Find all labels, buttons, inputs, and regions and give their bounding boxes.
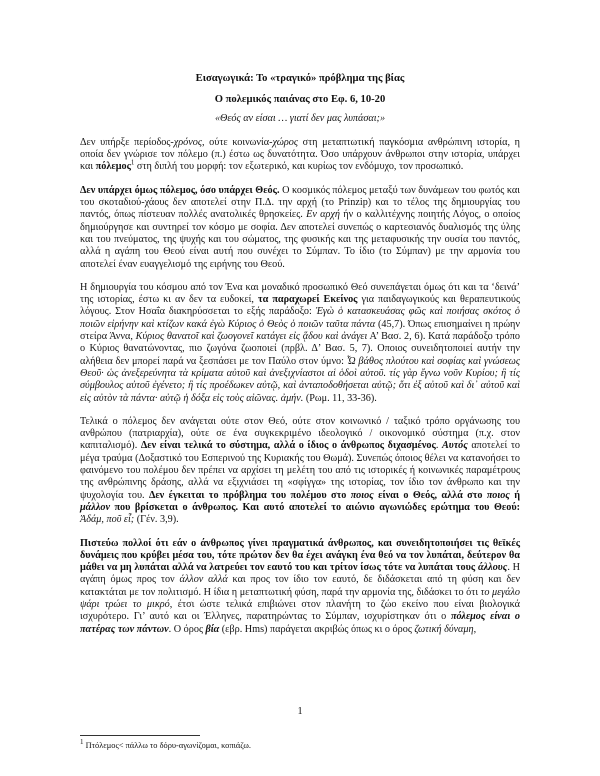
bold-statement: τα παραχωρεί Εκείνος (257, 294, 358, 306)
bold-statement: ή (509, 489, 520, 501)
page-number: 1 (297, 706, 303, 717)
emphasis: μάλλον (80, 501, 110, 513)
epigraph: «Θεός αν είσαι … γιατί δεν μας λυπάσαι;» (214, 112, 386, 124)
text-run: αποτελεί το μέγα τραύμα (Δοξαστικό του Εσπερινού της Κυριακής του Θωμά). Συνεπώς όποιος θέλει να κατανοήσει το φαινόμενο του πολέμου δεν πρέπει να αρχίσει τη μελέτη του από τις ιστορικές ή κοινωνικές παραμέτρους της ανθρώπινης δράσης, αλλά να εξιχνιάσει τη «σφίγγα» της ιστορίας, τον ίδιο τον άνθρωπο και την ψυχολογία του. (80, 440, 521, 501)
text-run: (εβρ. Hms) παράγεται ακριβώς όπως κι ο όρος (219, 623, 415, 635)
text-run: στη μεταπτωτική παγκόσμια ανθρώπινη ιστορία, η οποία δεν γνώρισε τον πόλεμο (π.) έστω ως δυνατότητα. Όσο υπάρχουν άνθρωποι στην ιστορία, υπάρχει και (80, 136, 520, 173)
footnote-reference[interactable]: 1 (130, 159, 135, 168)
emphasis: βία (205, 623, 220, 635)
paragraph-2 (80, 185, 520, 271)
paragraph-5 (80, 538, 520, 636)
emphasis: Αυτός (441, 440, 468, 452)
emphasis: ποιος (350, 489, 374, 501)
text-run: Ο κοσμικός πόλεμος μεταξύ των δυνάμεων του φωτός και του σκοταδιού-χάους δεν αποτελεί στην Π.Δ. την αρχή (το Prinzip) και το τέλος της δημιουργίας του παντός, όπως πίστευαν πολλές ανατολικές θρησκείες. (80, 184, 520, 221)
emphasis: χώρος (272, 136, 298, 148)
text-run: Τελικά ο πόλεμος δεν ανάγεται ούτε στον Θεό, ούτε στον κοινωνικό / ταξικό τρόπο οργάνωσης του ανθρώπου (πατριαρχία), ούτε σε ένα συγκεκριμένο ιδεολογικό / οικονομικό σύστημα (π.χ. στον καπιταλισμό). (80, 415, 520, 452)
paragraph-3 (80, 282, 520, 405)
quotation: Ἐγὼ ὁ κατασκευάσας φῶς καὶ ποιήσας σκότος ὁ ποιῶν εἰρήνην καὶ κτίζων κακά ἐγὼ Κύριος ὁ Θεὸς ὁ ποιῶν ταῦτα πάντα (80, 306, 520, 330)
text-run: , (473, 623, 477, 635)
paragraph-1 (80, 137, 520, 174)
text-run: (45,7). Όπως επισημαίνει η πρώην στείρα Άννα, (80, 318, 520, 343)
text-run: για παιδαγωγικούς και θεραπευτικούς λόγους. Στον Ησαΐα διακηρύσσεται το εξής παράδοξο: (80, 294, 520, 318)
bold-statement: Πιστεύω πολλοί ότι εάν ο άνθρωπος γίνει πραγματικά άνθρωπος, και συνειδητοποιήσει τις θεϊκές δυνάμεις που κρύβει μέσα του, τότε πρώτον δεν θα έχει ανάγκη ένα θεό να τον λυπάται, δεύτερον θα μάθει να μη λυπάται αλλά να λατρεύει τον εαυτό του και τρίτον ίσως τότε να λυπάται τους (80, 537, 520, 574)
emphasis: το μεγάλο ψάρι τρώει το μικρό (80, 586, 520, 610)
footnote-mark: 1 (80, 738, 84, 747)
text-run: . Η αγάπη όμως προς τον (80, 562, 521, 586)
footnote-text: Πτόλεμος< πάλλω το δόρυ-αγωνίζομαι, κοπιάζω. (83, 741, 251, 750)
footnote-separator (80, 735, 200, 736)
text-run: , ούτε κοινωνία- (202, 136, 273, 148)
text-run: Δεν υπήρξε περίοδος- (80, 136, 174, 148)
document-title: Εισαγωγικά: Το «τραγικό» πρόβλημα της βίας (195, 73, 405, 84)
text-run: . Ο όρος (168, 623, 206, 635)
bold-statement: που βρίσκεται ο άνθρωπος. Και αυτό αποτελεί το αιώνιο αγωνιώδες ερώτημα του Θεού: (109, 501, 520, 513)
footnote (80, 738, 251, 751)
text-run: ήν ο καλλιτέχνης ποιητής Λόγος, ο οποίος δημιούργησε και συντηρεί τον κόσμο με σοφία. Δεν αποτελεί συνεπώς ο καρτεσιανός δυαλισμός της ύλης και του πνεύματος, της ψυχής και του σώματος, της φυσικής και της μεταφυσικής την ουσία του παντός, αλλά η αγάπη του Θεού είναι αυτή που συνέχει το Σύμπαν. Το ίδιο (το Σύμπαν) με την αρμονία του αποτελεί έναν ευαγγελισμό της ειρήνης του Θεού. (80, 209, 520, 270)
quotation: Ἀδάμ, ποῦ εἶ; (80, 514, 135, 526)
section-heading: Ο πολεμικός παιάνας στο Εφ. 6, 10-20 (214, 94, 386, 106)
text-run: , έτσι ώστε τελικά επιβιώνει στον πλανήτη το ζώο εκείνο που είναι βιολογικά ισχυρότερο. Γι’ αυτό και οι Έλληνες, παρατηρώντας το Σύμπαν, ισχυρίστηκαν ότι ο (80, 598, 520, 623)
emphasis: χρόνος (173, 136, 202, 148)
text-run: (Ρωμ. 11, 33-36). (303, 392, 377, 404)
bold-term: πόλεμος (95, 161, 131, 173)
bold-statement: Δεν υπάρχει όμως πόλεμος, όσο υπάρχει Θεός. (80, 184, 280, 196)
text-run: στη διπλή του μορφή: τον εξωτερικό, και κυρίως τον ενδόμυχο, τον προσωπικό. (134, 161, 464, 173)
text-run: και προς τον ίδιο τον εαυτό, δε διδάσκεται από τη φύση και δεν κατακτάται με τον πολιτισμό. Η ίδια η μεταπτωτική φύση, παρά την αρμονία της, διδάσκει το ότι (80, 574, 521, 598)
bold-statement: είναι ο Θεός, αλλά στο (373, 489, 487, 501)
text-run: . (435, 440, 442, 452)
quotation: Ὦ βάθος πλούτου καὶ σοφίας καὶ γνώσεως Θεοῦ· ὡς ἀνεξερεύνητα τὰ κρίματα αὐτοῦ καὶ ἀνεξιχνίαστοι αἱ ὁδοὶ αὐτοῦ. τίς γὰρ ἔγνω νοῦν Κυρίου; ἢ τίς σύμβουλος αὐτοῦ ἐγένετο; ἢ τίς προέδωκεν αὐτῷ, καὶ ἀνταποδοθήσεται αὐτῷ; ὅτι ἐξ αὐτοῦ καὶ δι᾿ αὐτοῦ καὶ εἰς αὐτὸν τὰ πάντα· αὐτῷ ἡ δόξα εἰς τοὺς αἰῶνας. ἀμήν. (80, 355, 520, 404)
text-run: Α’ Βασ. 2, 6). Κατά παράδοξο τρόπο ο Κύριος θανατώνοντας, πιο ζωγόνα ζωοποιεί (πρβλ. Δ’ Βασ. 5, 7). Οποιος συνειδητοποιεί αυτήν την αλήθεια δεν μπορεί παρά να ξεσπάσει με τον Παύλο στον ύμνο: (80, 331, 520, 367)
bold-statement: Δεν είναι τελικά το σύστημα, αλλά ο ίδιος ο άνθρωπος διχασμένος (140, 440, 436, 452)
paragraph-4 (80, 416, 520, 527)
emphasis: άλλους (478, 562, 508, 574)
quotation: Κύριος θανατοῖ καὶ ζωογονεῖ κατάγει εἰς ᾅδου καὶ ἀνάγει (135, 331, 368, 343)
text-run: (Γέν. 3,9). (134, 514, 179, 526)
emphasis: πόλεμος είναι ο πατέρας των πάντων (80, 611, 520, 635)
bold-statement: Δεν έγκειται το πρόβλημα του πολέμου στο (148, 489, 351, 501)
text-run: Η δημιουργία του κόσμου από τον Ένα και μοναδικό προσωπικό Θεό συνεπάγεται όμως ότι και τα ‘δεινά’ της ιστορίας, έστω κι αν δεν τα ευδοκεί, (80, 281, 520, 306)
emphasis: ποιος (486, 489, 510, 501)
emphasis: άλλον αλλά (179, 574, 228, 586)
emphasis: ζωτική δύναμη (414, 623, 474, 635)
emphasis: Εν αρχή (306, 209, 340, 221)
